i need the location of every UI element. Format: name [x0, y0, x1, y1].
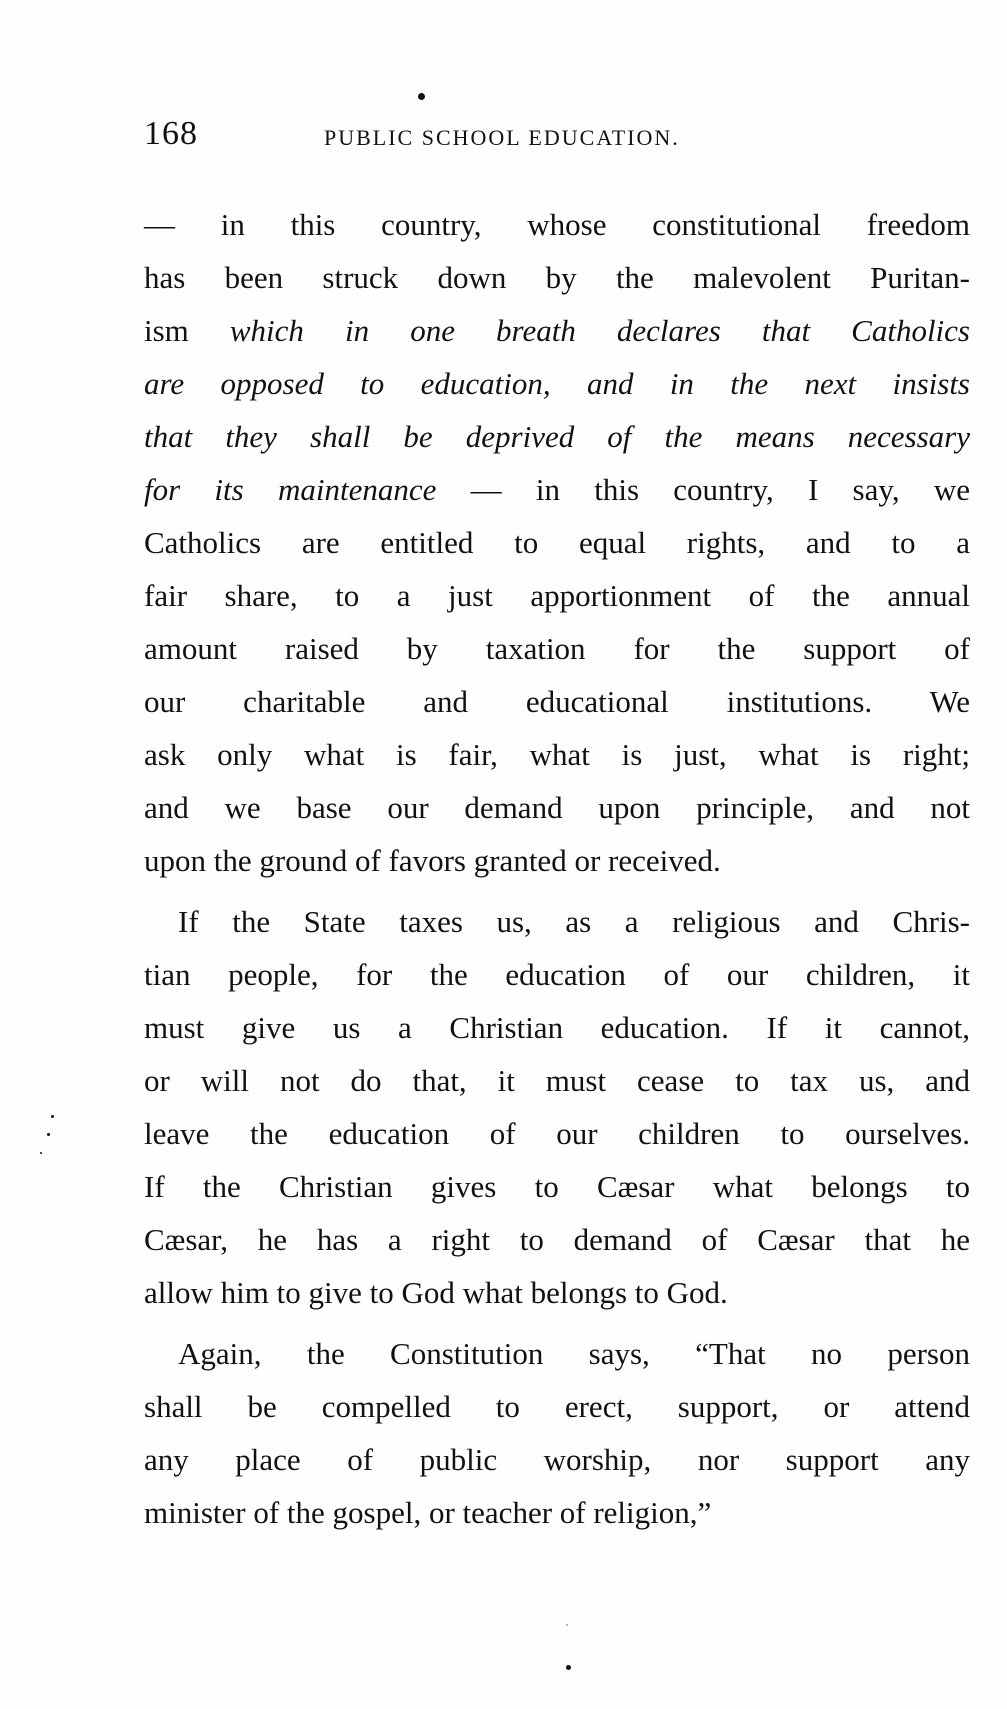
- text-run: ism: [144, 313, 230, 348]
- text-run: our charitable and educational institutions. We: [144, 684, 970, 719]
- text-line: [144, 304, 970, 357]
- text-run: shall be compelled to erect, support, or attend: [144, 1389, 970, 1424]
- paragraph-gap: [144, 1319, 970, 1327]
- text-run: leave the education of our children to ourselves.: [144, 1116, 970, 1151]
- text-run: — in this country, whose constitutional freedom: [144, 207, 970, 242]
- ink-dot: [418, 93, 425, 100]
- text-line: [144, 251, 970, 304]
- text-run: or will not do that, it must cease to tax us, and: [144, 1063, 970, 1098]
- italic-run: for its maintenance: [144, 472, 437, 507]
- text-line: [144, 569, 970, 622]
- body-text: [144, 198, 970, 1539]
- text-run: fair share, to a just apportionment of the annual: [144, 578, 970, 613]
- text-run: minister of the gospel, or teacher of religion,”: [144, 1495, 712, 1530]
- text-line: [144, 1001, 970, 1054]
- text-run: must give us a Christian education. If it cannot,: [144, 1010, 970, 1045]
- ink-dot: [566, 1665, 571, 1670]
- page-header: [144, 115, 976, 155]
- text-line: [144, 198, 970, 251]
- text-line: [144, 410, 970, 463]
- text-run: any place of public worship, nor support any: [144, 1442, 970, 1477]
- italic-run: which in one breath declares that Catholics: [229, 313, 970, 348]
- text-line: [144, 1433, 970, 1486]
- italic-run: are opposed to education, and in the next insists: [144, 366, 970, 401]
- text-run: tian people, for the education of our children, it: [144, 957, 970, 992]
- paragraph: [144, 198, 970, 887]
- text-line: [144, 1160, 970, 1213]
- text-line: [144, 357, 970, 410]
- text-line: [144, 675, 970, 728]
- text-line: [144, 516, 970, 569]
- text-run: If the State taxes us, as a religious and Chris-: [178, 904, 970, 939]
- text-run: ask only what is fair, what is just, what is right;: [144, 737, 970, 772]
- text-line: [144, 463, 970, 516]
- text-line: [144, 1107, 970, 1160]
- text-line: [144, 1486, 970, 1539]
- margin-speck: [51, 1115, 54, 1118]
- text-line: [144, 1054, 970, 1107]
- page-number: 168: [144, 115, 198, 152]
- paragraph: [144, 895, 970, 1319]
- text-line: [144, 1380, 970, 1433]
- text-run: Again, the Constitution says, “That no person: [178, 1336, 970, 1371]
- text-line: [144, 834, 970, 887]
- paragraph: [144, 1327, 970, 1539]
- text-run: has been struck down by the malevolent Puritan-: [144, 260, 970, 295]
- text-line: [144, 781, 970, 834]
- text-run: amount raised by taxation for the support of: [144, 631, 970, 666]
- text-line: [144, 948, 970, 1001]
- text-run: — in this country, I say, we: [436, 472, 971, 507]
- text-run: Cæsar, he has a right to demand of Cæsar that he: [144, 1222, 970, 1257]
- text-line: [144, 728, 970, 781]
- running-title: PUBLIC SCHOOL EDUCATION.: [324, 125, 680, 150]
- ink-speck: [566, 1624, 568, 1626]
- text-line: [144, 1213, 970, 1266]
- text-run: Catholics are entitled to equal rights, and to a: [144, 525, 970, 560]
- text-line: [144, 1266, 970, 1319]
- text-line: [144, 895, 970, 948]
- text-run: allow him to give to God what belongs to God.: [144, 1275, 728, 1310]
- italic-run: that they shall be deprived of the means necessary: [144, 419, 970, 454]
- text-line: [144, 622, 970, 675]
- text-run: If the Christian gives to Cæsar what belongs to: [144, 1169, 970, 1204]
- paragraph-gap: [144, 887, 970, 895]
- text-run: and we base our demand upon principle, and not: [144, 790, 970, 825]
- margin-speck: [40, 1152, 42, 1154]
- margin-speck: [47, 1133, 50, 1136]
- text-run: upon the ground of favors granted or received.: [144, 843, 721, 878]
- text-line: [144, 1327, 970, 1380]
